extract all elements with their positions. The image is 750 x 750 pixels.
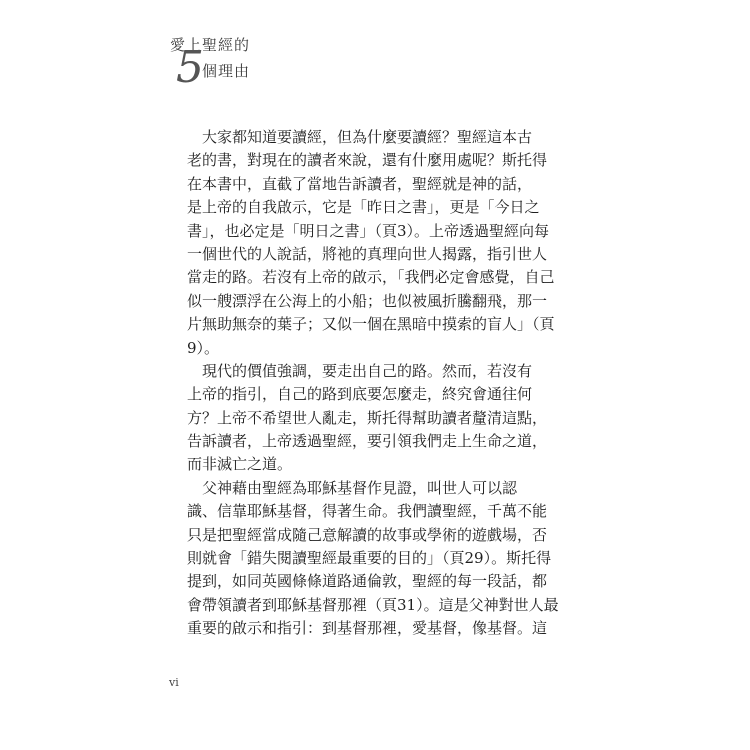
text-line: 會帶領讀者到耶穌基督那裡（頁31）。這是父神對世人最 bbox=[187, 595, 559, 614]
paragraph-1 bbox=[187, 126, 587, 360]
text-line: 老的書，對現在的讀者來說，還有什麼用處呢？斯托得 bbox=[187, 151, 548, 170]
book-title-line2: 個理由 bbox=[202, 62, 251, 80]
text-line: 當走的路。若沒有上帝的啟示，「我們必定會感覺，自己 bbox=[187, 268, 555, 287]
text-line: 一個世代的人說話，將祂的真理向世人揭露，指引世人 bbox=[187, 244, 548, 263]
text-line: 告訴讀者，上帝透過聖經，要引領我們走上生命之道， bbox=[187, 432, 548, 451]
text-line: 提到，如同英國條條道路通倫敦，聖經的每一段話，都 bbox=[187, 572, 548, 591]
paragraph-3 bbox=[187, 477, 587, 641]
text-line: 片無助無奈的葉子；又似一個在黑暗中摸索的盲人」（頁 bbox=[187, 315, 555, 334]
text-line: 識、信靠耶穌基督，得著生命。我們讀聖經，千萬不能 bbox=[187, 502, 548, 521]
text-line: 則就會「錯失閱讀聖經最重要的目的」（頁29）。斯托得 bbox=[187, 549, 552, 568]
text-line: 只是把聖經當成隨己意解讀的故事或學術的遊戲場，否 bbox=[187, 525, 548, 544]
page-number: vi bbox=[169, 676, 179, 689]
book-title-line1: 愛上聖經的 bbox=[170, 36, 251, 54]
running-header bbox=[170, 34, 290, 94]
body-text bbox=[187, 126, 587, 641]
text-line: 父神藉由聖經為耶穌基督作見證，叫世人可以認 bbox=[187, 478, 518, 497]
paragraph-2 bbox=[187, 360, 587, 477]
text-line: 重要的啟示和指引：到基督那裡，愛基督，像基督。這 bbox=[187, 619, 548, 638]
text-line: 是上帝的自我啟示，它是「昨日之書」，更是「今日之 bbox=[187, 198, 540, 217]
text-line: 書」，也必定是「明日之書」（頁3）。上帝透過聖經向每 bbox=[187, 221, 550, 240]
text-line: 似一艘漂浮在公海上的小船；也似被風折騰翻飛，那一 bbox=[187, 291, 548, 310]
text-line: 而非滅亡之道。 bbox=[187, 455, 293, 474]
text-line: 大家都知道要讀經，但為什麼要讀經？聖經這本古 bbox=[187, 128, 533, 146]
text-line: 上帝的指引，自己的路到底要怎麼走，終究會通往何 bbox=[187, 385, 533, 404]
text-line: 9）。 bbox=[187, 338, 220, 357]
text-line: 現代的價值強調，要走出自己的路。然而，若沒有 bbox=[187, 361, 533, 380]
text-line: 方？上帝不希望世人亂走，斯托得幫助讀者釐清這點， bbox=[187, 408, 548, 427]
book-title-numeral: 5 bbox=[176, 42, 204, 93]
text-line: 在本書中，直截了當地告訴讀者，聖經就是神的話， bbox=[187, 174, 533, 193]
